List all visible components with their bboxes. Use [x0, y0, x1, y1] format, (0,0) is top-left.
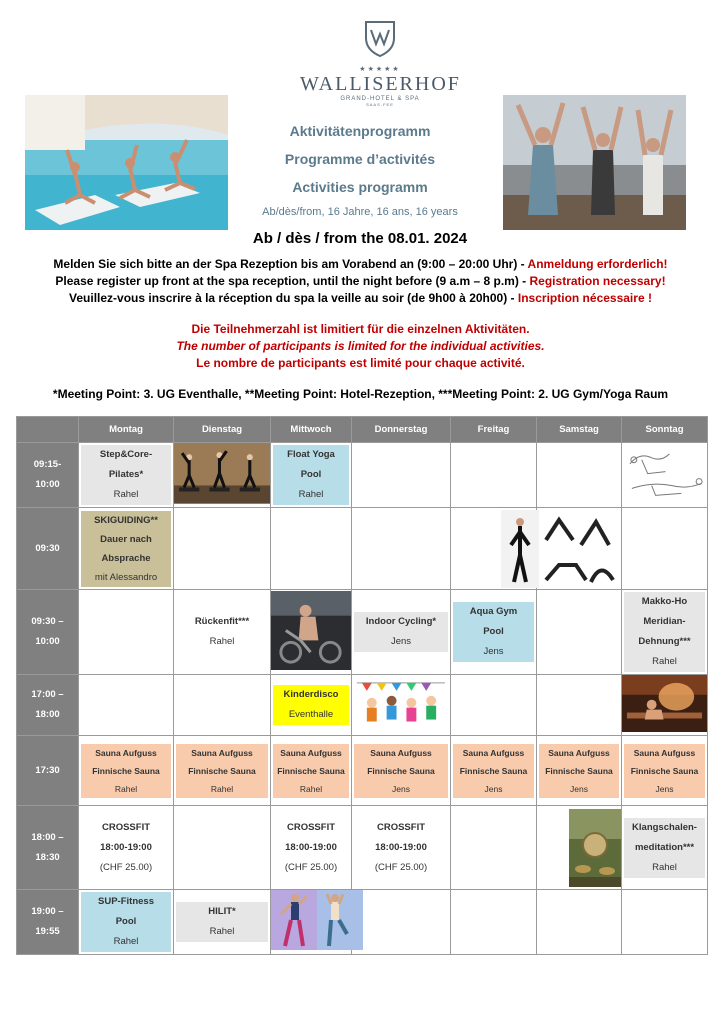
activity-location: Finnische Sauna [545, 765, 613, 776]
activity-cell [271, 675, 352, 736]
fitness-women-photo [271, 890, 363, 950]
empty-cell [79, 590, 174, 675]
sauna-photo [622, 675, 707, 732]
activity-cell [622, 675, 708, 736]
stretch-sketch-illustration [622, 444, 707, 503]
activity-card [81, 511, 171, 587]
activity-title: Dehnung*** [638, 636, 691, 647]
time-label: 17:30 [35, 764, 60, 776]
registration-line-de [20, 257, 701, 271]
activity-card [273, 445, 349, 505]
time-label: 09:15- 10:00 [33, 459, 62, 490]
activity-price: (CHF 25.00) [374, 861, 428, 873]
time-cell [17, 890, 79, 955]
activity-cell [451, 590, 537, 675]
limit-note-fr: Le nombre de participants est limité pour chaque activité. [196, 356, 525, 370]
instructor: Jens [392, 783, 410, 794]
time-cell [17, 675, 79, 736]
instructor: Rahel [210, 783, 234, 794]
activity-time: 18:00-19:00 [285, 841, 337, 853]
activity-cell [174, 890, 271, 955]
instructor: Rahel [299, 783, 323, 794]
instructor: Jens [570, 783, 588, 794]
activity-card [81, 892, 171, 952]
activity-cell [537, 736, 622, 806]
empty-cell [451, 890, 537, 955]
instructor: Rahel [652, 656, 677, 667]
float-yoga-photo [25, 95, 228, 230]
activity-time: 18:00-19:00 [100, 841, 152, 853]
activity-cell [622, 806, 708, 890]
brand-name: WALLISERHOF [300, 73, 461, 95]
activity-title: Makko-Ho [641, 596, 688, 607]
limit-note-en: The number of participants is limited for the individual activities. [176, 339, 545, 353]
registration-text: Melden Sie sich bitte an der Spa Rezeption bis am Vorabend an (9:00 – 20:00 Uhr) - [53, 257, 528, 271]
time-label: 09:30 [35, 542, 60, 554]
activity-card [624, 592, 705, 672]
empty-cell [537, 675, 622, 736]
time-cell [17, 806, 79, 890]
activity-title: Pilates* [108, 469, 144, 480]
activity-price: (CHF 25.00) [284, 861, 338, 873]
activity-cell [352, 675, 451, 736]
activity-cell [622, 590, 708, 675]
yoga-poses-photo [501, 510, 621, 588]
activity-cell [174, 736, 271, 806]
activity-cell [79, 443, 174, 508]
activity-cell [271, 443, 352, 508]
empty-cell [271, 508, 352, 590]
activity-detail: Absprache [101, 552, 151, 564]
instructor: Jens [390, 636, 412, 647]
activity-title: SUP-Fitness [98, 896, 154, 908]
table-row [17, 736, 708, 806]
time-label: 09:30 – 10:00 [31, 616, 64, 647]
activity-title: Sauna Aufguss [95, 747, 157, 758]
activity-cell [271, 736, 352, 806]
empty-cell [451, 675, 537, 736]
activity-card [176, 612, 268, 652]
activity-card [176, 744, 268, 798]
empty-cell [451, 443, 537, 508]
brand-location: SAAS-FEE [366, 102, 394, 107]
day-header: Samstag [537, 417, 622, 443]
instructor: Rahel [209, 636, 235, 647]
day-header: Freitag [451, 417, 537, 443]
activity-title: Pool [300, 469, 322, 480]
activity-card [81, 744, 171, 798]
activity-title: Sauna Aufguss [280, 747, 342, 758]
table-row [17, 890, 708, 955]
activity-card [624, 818, 705, 878]
activity-card [273, 744, 349, 798]
table-row [17, 508, 708, 590]
registration-line-fr [20, 291, 701, 305]
walliserhof-logo-icon [360, 18, 400, 58]
activity-cell [79, 736, 174, 806]
activity-cell [79, 508, 174, 590]
empty-cell [537, 890, 622, 955]
activity-cell [271, 590, 352, 675]
meeting-points: *Meeting Point: 3. UG Eventhalle, **Meeting Point: Hotel-Rezeption, ***Meeting Point: 2. UG Gym/Yoga Raum [52, 387, 669, 401]
activity-detail: Dauer nach [100, 533, 152, 545]
activity-cell [79, 806, 174, 890]
activity-location: Finnische Sauna [277, 765, 345, 776]
table-row [17, 590, 708, 675]
activity-title: SKIGUIDING** [94, 514, 158, 526]
empty-cell [537, 590, 622, 675]
activity-title: Float Yoga [287, 449, 335, 460]
registration-required: Anmeldung erforderlich! [527, 257, 668, 271]
corner-cell [17, 417, 79, 443]
registration-text: Veuillez-vous inscrire à la réception du spa la veille au soir (de 9h00 à 20h00) - [69, 291, 518, 305]
activity-location: Finnische Sauna [459, 765, 528, 776]
table-row [17, 806, 708, 890]
activity-cell [271, 890, 352, 955]
activity-location: Finnische Sauna [188, 765, 256, 776]
instructor: Rahel [209, 926, 235, 938]
activity-title: Sauna Aufguss [191, 747, 253, 758]
empty-cell [352, 508, 451, 590]
hotel-stars: ★★★★★ [359, 66, 401, 73]
registration-required: Inscription nécessaire ! [517, 291, 652, 305]
brand-subtitle: GRAND-HOTEL & SPA [340, 96, 420, 102]
activity-title: Klangschalen- [632, 821, 697, 833]
activity-location: Finnische Sauna [630, 765, 699, 776]
empty-cell [622, 508, 708, 590]
activity-title: Sauna Aufguss [370, 747, 432, 758]
time-label: 17:00 – 18:00 [31, 689, 64, 721]
activity-cell [537, 806, 622, 890]
activity-title: CROSSFIT [101, 821, 151, 833]
activity-card [81, 445, 171, 505]
activity-title: Meridian- [643, 616, 686, 627]
schedule-table [16, 416, 708, 955]
empty-cell [622, 890, 708, 955]
activity-title: Step&Core- [99, 449, 153, 460]
empty-cell [352, 890, 451, 955]
instructor: mit Alessandro [94, 571, 158, 583]
activity-card [354, 744, 448, 798]
singing-bowl-photo [569, 809, 621, 887]
title-french: Programme d’activités [284, 151, 436, 167]
empty-cell [537, 443, 622, 508]
registration-line-en [20, 274, 701, 288]
header-row [17, 417, 708, 443]
activity-cell [352, 806, 451, 890]
time-cell [17, 443, 79, 508]
registration-text: Please register up front at the spa reception, until the night before (9 a.m – 8 p.m) - [55, 274, 530, 288]
activity-time: 18:00-19:00 [375, 841, 427, 853]
time-cell [17, 508, 79, 590]
empty-cell [79, 675, 174, 736]
step-pilates-photo [174, 443, 270, 504]
day-header: Donnerstag [352, 417, 451, 443]
activity-card [624, 744, 705, 798]
valid-from: Ab / dès / from the 08.01. 2024 [252, 230, 468, 247]
activity-title: CROSSFIT [286, 821, 336, 833]
instructor: Rahel [652, 861, 677, 873]
activity-card [354, 818, 448, 878]
hotel-logo [300, 18, 460, 107]
activity-title: CROSSFIT [376, 821, 426, 833]
activity-card [81, 818, 171, 878]
activity-location: Finnische Sauna [367, 765, 435, 776]
registration-required: Registration necessary! [529, 274, 666, 288]
instructor: Jens [484, 783, 503, 794]
activity-card [273, 818, 349, 878]
indoor-cycling-photo [271, 591, 351, 670]
title-german: Aktivitätenprogramm [289, 123, 431, 139]
yoga-class-photo [503, 95, 686, 230]
instructor: Rahel [298, 489, 324, 500]
day-header: Montag [79, 417, 174, 443]
day-header: Mittwoch [271, 417, 352, 443]
activity-cell [352, 590, 451, 675]
instructor: Rahel [113, 936, 139, 948]
activity-cell [174, 443, 271, 508]
table-row [17, 443, 708, 508]
activity-title: Pool [115, 916, 137, 928]
limit-note-de: Die Teilnehmerzahl ist limitiert für die einzelnen Aktivitäten. [191, 322, 530, 336]
empty-cell [174, 508, 271, 590]
title-english: Activities programm [292, 179, 428, 195]
activity-title: Indoor Cycling* [365, 616, 437, 627]
instructor: Rahel [114, 783, 138, 794]
activity-card [539, 744, 619, 798]
activity-card [453, 744, 534, 798]
empty-cell [451, 806, 537, 890]
empty-cell [352, 443, 451, 508]
activity-price: (CHF 25.00) [99, 861, 153, 873]
empty-cell [174, 675, 271, 736]
activity-cell [174, 590, 271, 675]
time-cell [17, 590, 79, 675]
activity-title: Sauna Aufguss [548, 747, 610, 758]
activity-title: Sauna Aufguss [462, 747, 525, 758]
day-header: Dienstag [174, 417, 271, 443]
activity-title: Rückenfit*** [194, 616, 250, 627]
activity-card [354, 612, 448, 652]
activity-location: Finnische Sauna [92, 765, 160, 776]
age-note: Ab/dès/from, 16 Jahre, 16 ans, 16 years [262, 206, 458, 218]
empty-cell [451, 508, 537, 590]
activity-card [453, 602, 534, 662]
day-header: Sonntag [622, 417, 708, 443]
activity-title: Kinderdisco [283, 689, 339, 701]
instructor: Jens [655, 783, 674, 794]
table-row [17, 675, 708, 736]
activity-title: meditation*** [634, 841, 695, 853]
time-label: 19:00 – 19:55 [31, 906, 64, 938]
activity-title: Aqua Gym [469, 606, 518, 617]
activity-cell [79, 890, 174, 955]
instructor: Rahel [113, 489, 139, 500]
activity-cell [352, 736, 451, 806]
activity-title: HILIT* [208, 906, 236, 918]
time-cell [17, 736, 79, 806]
activity-title: Sauna Aufguss [633, 747, 696, 758]
time-label: 18:00 – 18:30 [31, 831, 64, 863]
kids-disco-illustration [352, 675, 450, 732]
activity-cell [622, 736, 708, 806]
activity-card [273, 685, 349, 725]
activity-card [176, 902, 268, 942]
activity-cell [271, 806, 352, 890]
activity-cell [451, 736, 537, 806]
activity-title: Pool [483, 626, 504, 637]
empty-cell [174, 806, 271, 890]
instructor: Jens [483, 646, 504, 657]
activity-cell [622, 443, 708, 508]
activity-location: Eventhalle [288, 709, 334, 721]
